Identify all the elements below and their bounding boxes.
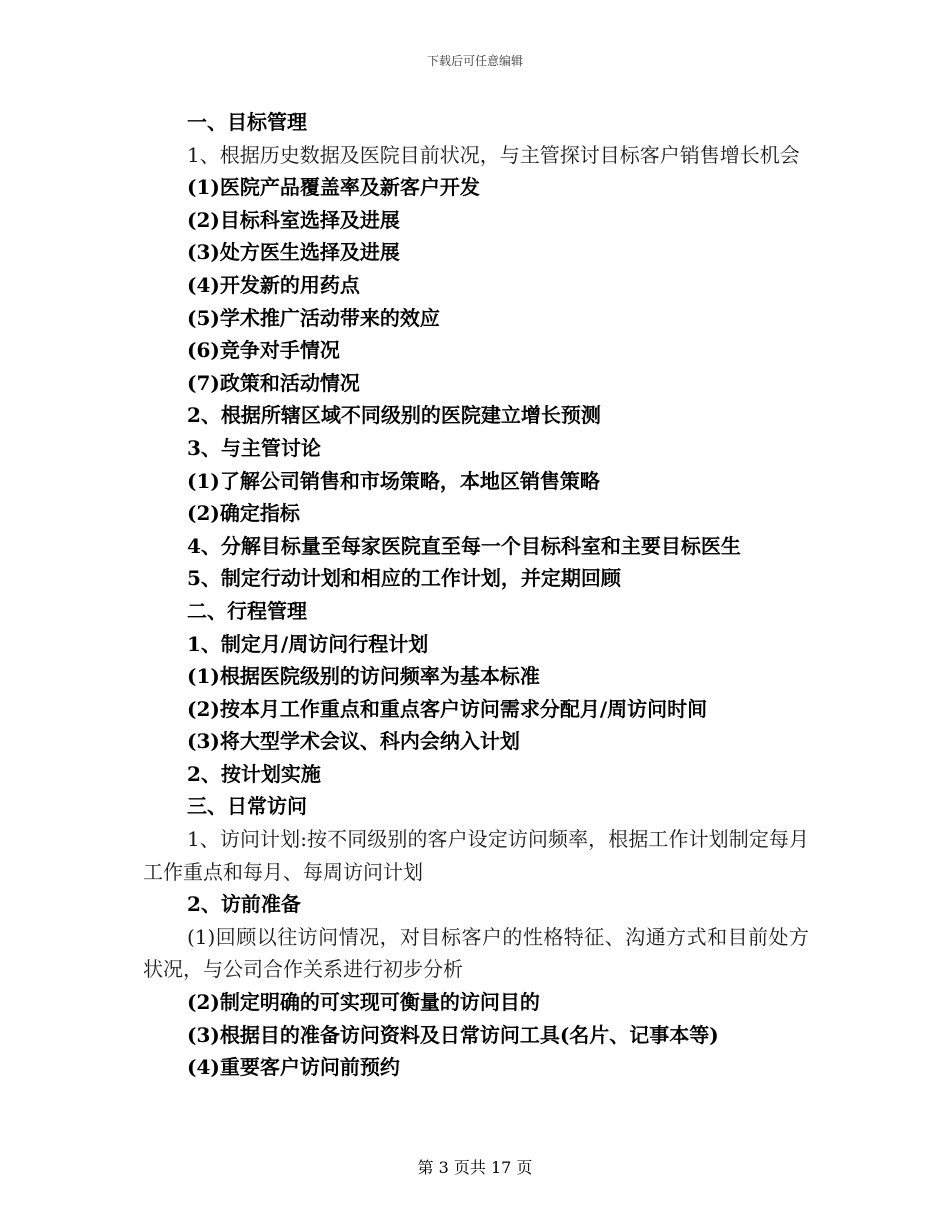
list-item: (3)将大型学术会议、科内会纳入计划 bbox=[187, 729, 520, 754]
paragraph-1: 1、根据历史数据及医院目前状况，与主管探讨目标客户销售增长机会 bbox=[187, 142, 800, 167]
section-heading-schedule-management: 二、行程管理 bbox=[187, 598, 307, 623]
list-item: (1)了解公司销售和市场策略，本地区销售策略 bbox=[187, 468, 600, 493]
list-item: 5、制定行动计划和相应的工作计划，并定期回顾 bbox=[187, 566, 621, 591]
list-item: (7)政策和活动情况 bbox=[187, 370, 360, 395]
list-item: (2)制定明确的可实现可衡量的访问目的 bbox=[187, 990, 540, 1015]
list-item: (3)根据目的准备访问资料及日常访问工具(名片、记事本等) bbox=[187, 1022, 719, 1047]
list-item: 4、分解目标量至每家医院直至每一个目标科室和主要目标医生 bbox=[187, 533, 741, 558]
list-item: (2)按本月工作重点和重点客户访问需求分配月/周访问时间 bbox=[187, 696, 708, 721]
page-footer: 第 3 页共 17 页 bbox=[417, 1158, 533, 1177]
section-heading-daily-visits: 三、日常访问 bbox=[187, 794, 307, 819]
list-item: 3、与主管讨论 bbox=[187, 435, 321, 460]
list-item: (5)学术推广活动带来的效应 bbox=[187, 305, 440, 330]
page-header: 下载后可任意编辑 bbox=[426, 54, 523, 68]
list-item: (1)根据医院级别的访问频率为基本标准 bbox=[187, 664, 540, 689]
list-item: 2、访前准备 bbox=[187, 892, 301, 917]
list-item: 1、制定月/周访问行程计划 bbox=[187, 631, 429, 656]
list-item: 2、根据所辖区域不同级别的医院建立增长预测 bbox=[187, 403, 601, 428]
paragraph-2: 1、访问计划:按不同级别的客户设定访问频率，根据工作计划制定每月工作重点和每月、每周访问计划 bbox=[143, 827, 809, 884]
document-body bbox=[143, 106, 809, 1084]
paragraph-3: (1)回顾以往访问情况，对目标客户的性格特征、沟通方式和目前处方状况，与公司合作关系进行初步分析 bbox=[143, 924, 809, 982]
list-item: (3)处方医生选择及进展 bbox=[187, 240, 400, 265]
list-item: (6)竞争对手情况 bbox=[187, 338, 340, 363]
list-item: 2、按计划实施 bbox=[187, 761, 321, 786]
list-item: (2)目标科室选择及进展 bbox=[187, 207, 400, 232]
list-item: (1)医院产品覆盖率及新客户开发 bbox=[187, 175, 480, 200]
section-heading-goal-management: 一、目标管理 bbox=[187, 110, 307, 134]
list-item: (2)确定指标 bbox=[187, 501, 300, 526]
list-item: (4)重要客户访问前预约 bbox=[187, 1055, 400, 1080]
list-item: (4)开发新的用药点 bbox=[187, 272, 360, 297]
